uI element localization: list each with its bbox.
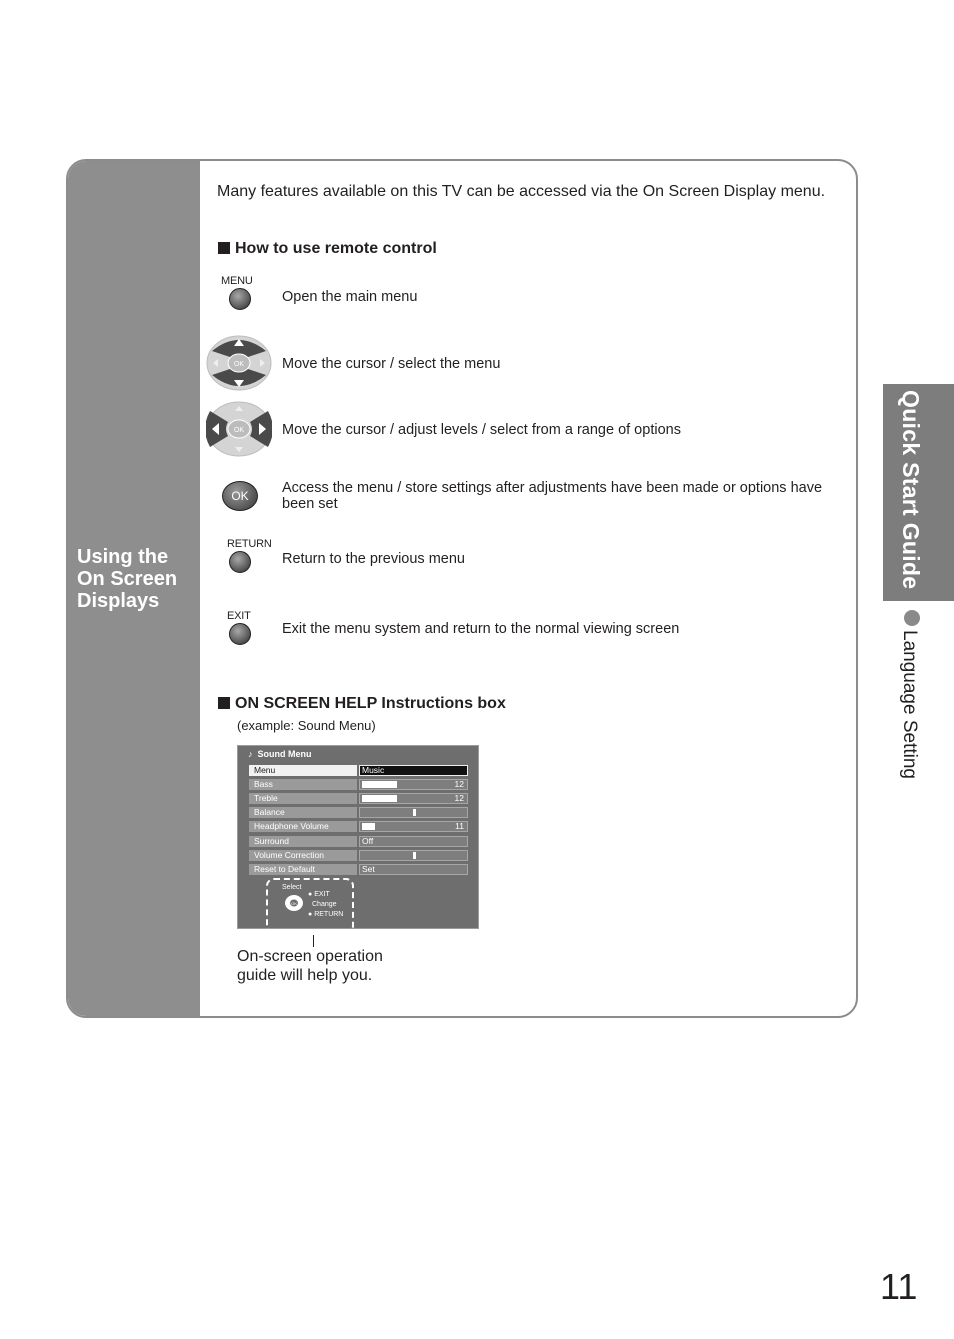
option-value: Off — [362, 835, 374, 846]
exit-instruction: Exit the menu system and return to the normal viewing screen — [282, 621, 680, 637]
square-bullet-icon — [218, 697, 230, 709]
osd-row-label: Volume Correction — [249, 850, 357, 861]
ok-button-icon: OK — [222, 481, 258, 511]
section-title: Using the On Screen Displays — [77, 546, 178, 612]
return-button-icon — [229, 551, 251, 573]
level-marker — [413, 852, 416, 859]
help-heading: ON SCREEN HELP Instructions box — [218, 695, 506, 713]
music-note-icon: ♪ — [248, 749, 253, 759]
level-bar — [362, 781, 397, 788]
osd-row-value — [359, 864, 468, 875]
menu-button-icon — [229, 288, 251, 310]
guide-select-label: Select — [282, 884, 302, 891]
sound-menu-screenshot — [237, 745, 479, 929]
osd-row-label: Headphone Volume — [249, 821, 357, 832]
circle-bullet-icon — [904, 610, 920, 626]
exit-button-label: EXIT — [227, 610, 251, 622]
cursor-select-instruction: Move the cursor / select the menu — [282, 356, 501, 372]
help-example-note: (example: Sound Menu) — [237, 718, 376, 733]
svg-text:OK: OK — [233, 427, 245, 434]
osd-row-value — [359, 765, 468, 776]
osd-row-label: Treble — [249, 793, 357, 804]
svg-text:OK: OK — [233, 361, 245, 368]
osd-row — [249, 836, 468, 847]
callout-line — [313, 935, 314, 947]
osd-row — [249, 821, 468, 832]
menu-button-label: MENU — [221, 275, 253, 287]
help-callout: On-screen operation guide will help you. — [237, 948, 383, 984]
svg-text:OK: OK — [291, 901, 297, 906]
level-value: 12 — [454, 793, 464, 804]
quick-start-title: Quick Start Guide — [898, 390, 924, 590]
osd-row-label: Bass — [249, 779, 357, 790]
level-marker — [413, 809, 416, 816]
osd-row-label: Surround — [249, 836, 357, 847]
osd-row-value — [359, 807, 468, 818]
osd-row — [249, 765, 468, 776]
language-setting-subtitle: Language Setting — [899, 630, 920, 779]
help-guide-content — [270, 882, 350, 930]
menu-instruction: Open the main menu — [282, 289, 418, 305]
osd-row — [249, 793, 468, 804]
section-sidebar — [68, 161, 200, 1016]
option-value: Set — [362, 863, 375, 874]
dpad-left-right-icon — [206, 401, 272, 457]
osd-row — [249, 850, 468, 861]
square-bullet-icon — [218, 242, 230, 254]
page-number: 11 — [880, 1266, 918, 1307]
osd-row-value — [359, 793, 468, 804]
ok-instruction: Access the menu / store settings after adjustments have been made or options have been set — [282, 480, 823, 512]
osd-row-value — [359, 779, 468, 790]
osd-row-label: Menu — [249, 765, 357, 776]
intro-text: Many features available on this TV can be accessed via the On Screen Display menu. — [217, 183, 826, 200]
guide-return: ● RETURN — [308, 911, 344, 918]
osd-row — [249, 807, 468, 818]
exit-button-icon — [229, 623, 251, 645]
dpad-up-down-icon — [206, 335, 272, 391]
osd-row-value — [359, 850, 468, 861]
level-value: 12 — [454, 779, 464, 790]
osd-row — [249, 779, 468, 790]
return-instruction: Return to the previous menu — [282, 551, 465, 567]
option-value: Music — [362, 765, 385, 775]
return-button-label: RETURN — [227, 538, 272, 550]
level-value: 11 — [455, 821, 464, 832]
level-bar — [362, 795, 397, 802]
remote-heading: How to use remote control — [218, 240, 437, 258]
osd-row-label: Balance — [249, 807, 357, 818]
level-bar — [362, 823, 375, 830]
osd-row — [249, 864, 468, 875]
guide-dpad-icon — [284, 894, 304, 912]
guide-change: Change — [312, 901, 337, 908]
osd-title: ♪ Sound Menu — [248, 749, 312, 759]
cursor-adjust-instruction: Move the cursor / adjust levels / select from a range of options — [282, 422, 681, 438]
guide-exit: ● EXIT — [308, 891, 330, 898]
osd-row-value — [359, 836, 468, 847]
osd-row-value — [359, 821, 468, 832]
osd-row-label: Reset to Default — [249, 864, 357, 875]
